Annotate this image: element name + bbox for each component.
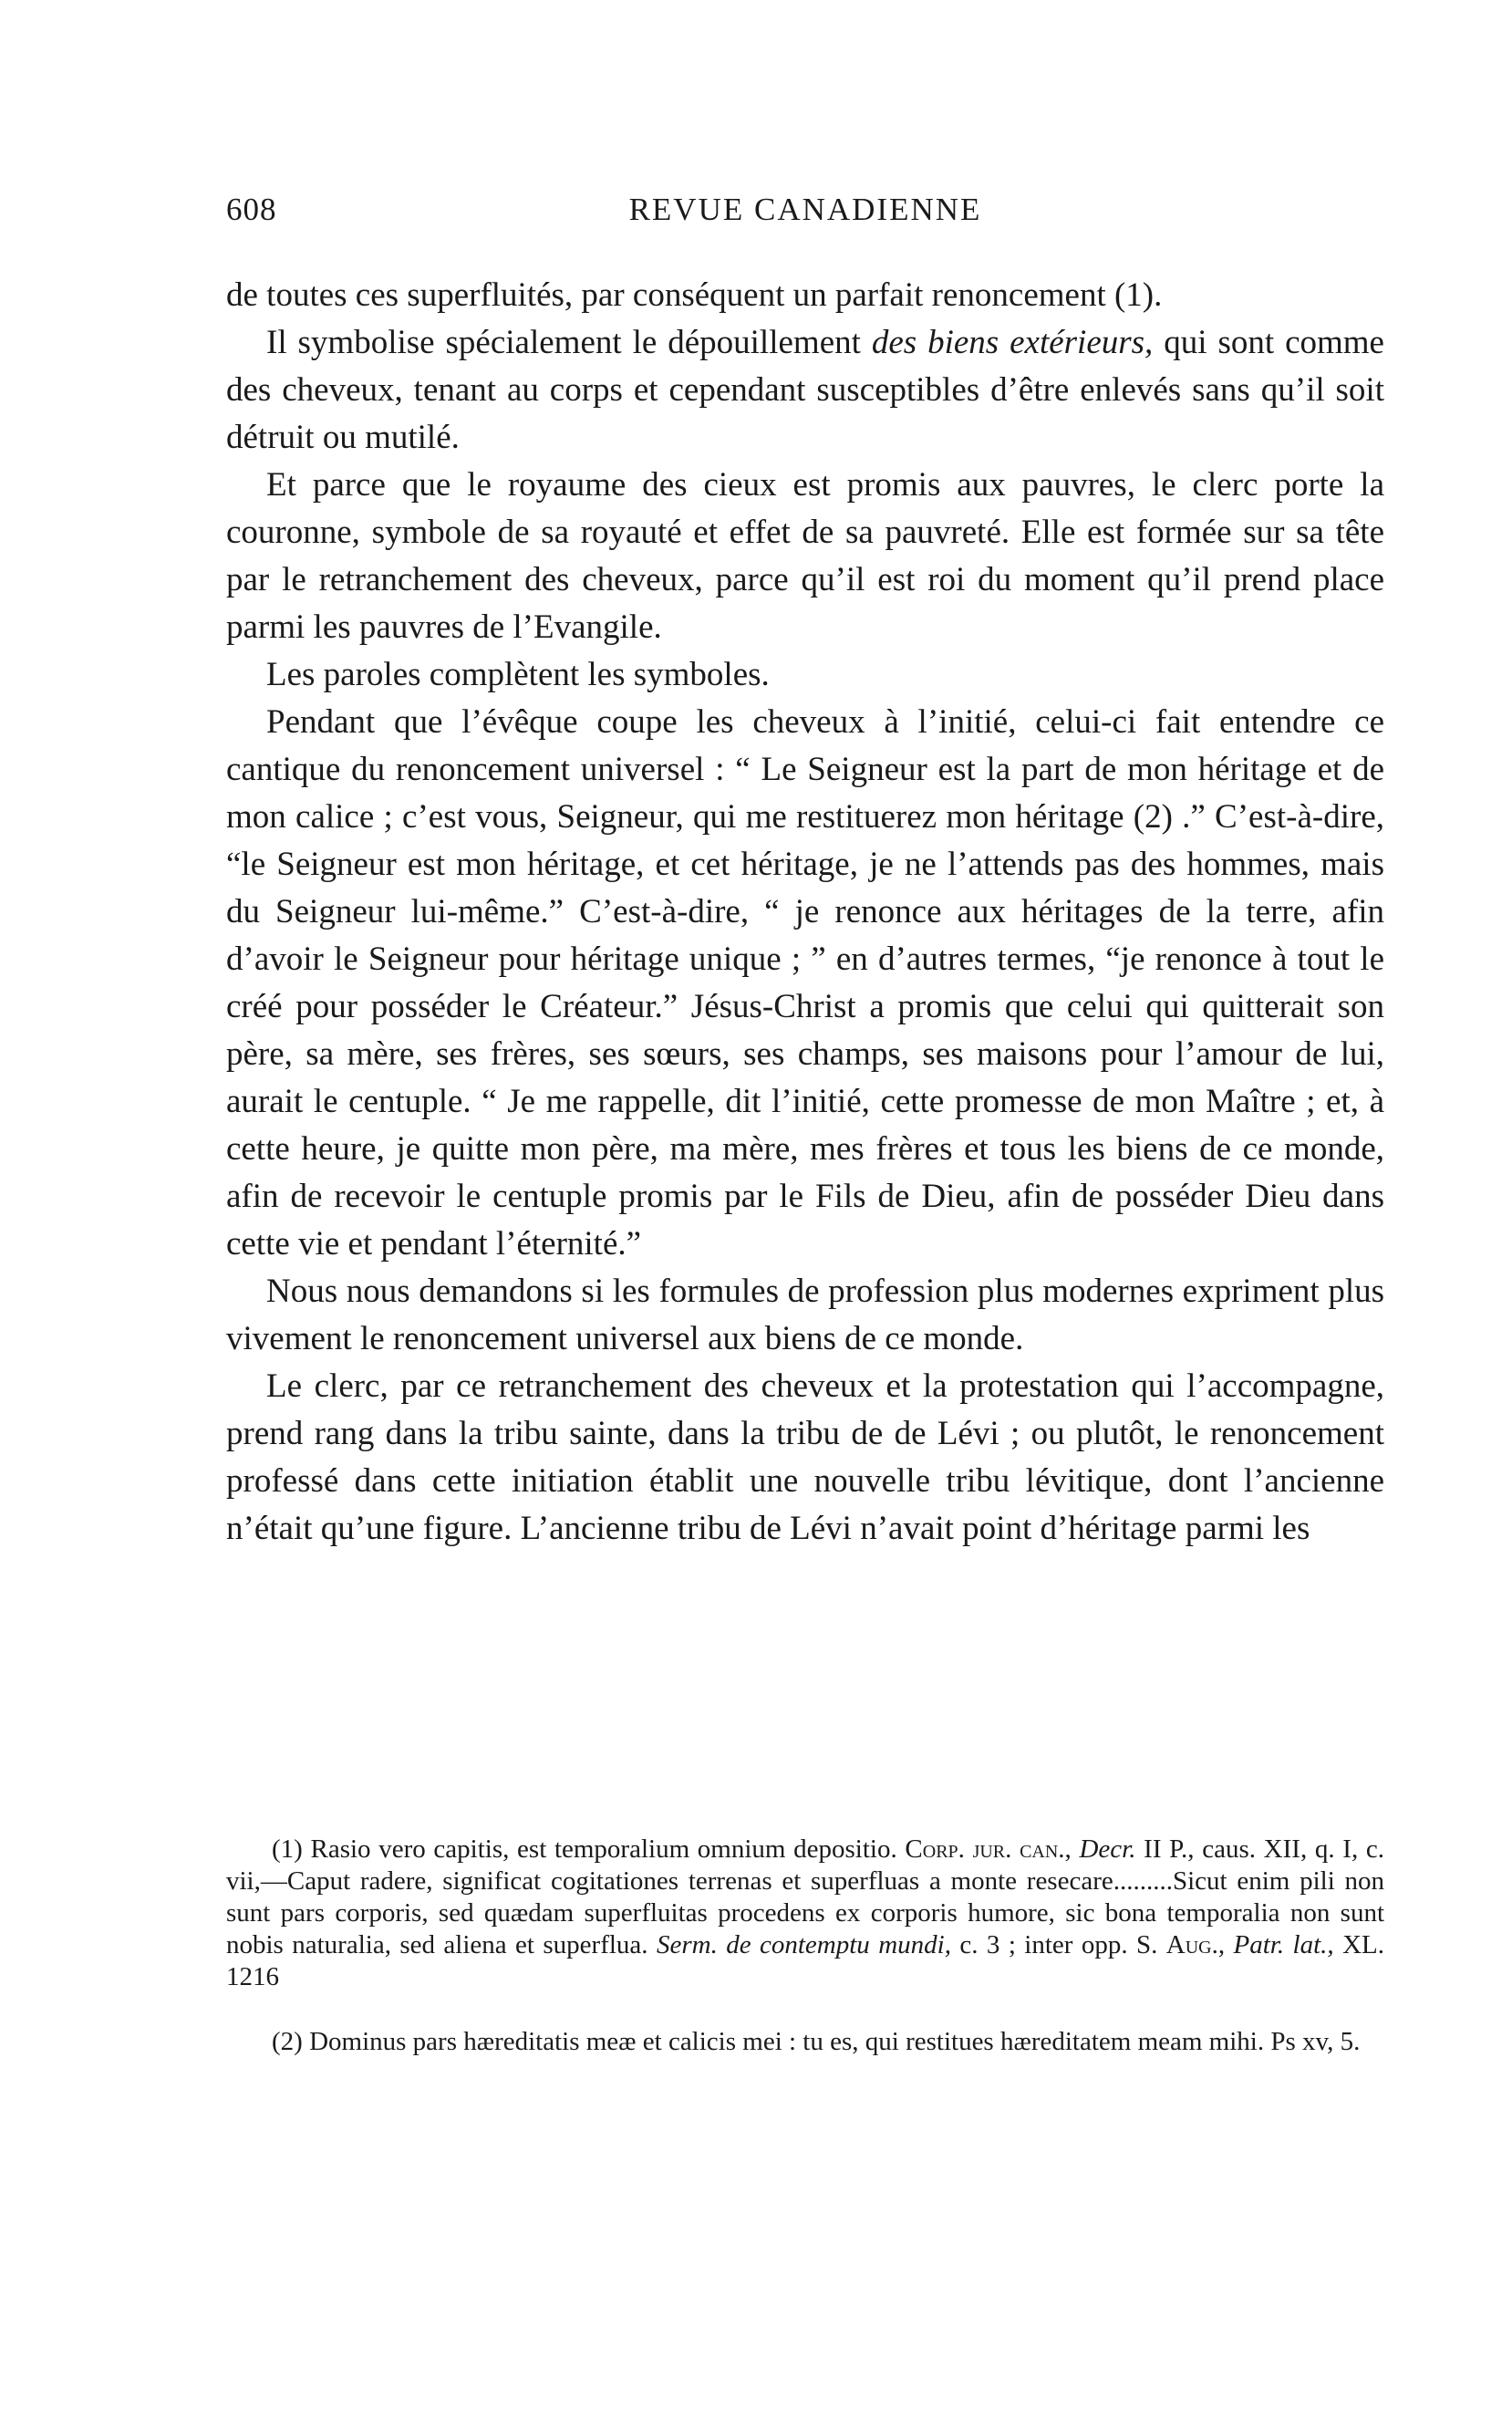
footnote-1-text-a: Rasio vero capitis, est temporalium omnium depositio. (302, 1834, 906, 1864)
paragraph-2-end: qui sont comme des cheveux, tenant au corps et cependant susceptibles d’être enlevés sans qu’il soit détruit ou mutilé. (226, 324, 1384, 456)
footnote-1 (226, 1834, 1384, 1993)
paragraph-2 (226, 319, 1384, 462)
footnote-1-text-b: II P., caus. XII, q. I, c. vii,—Caput radere, significat cogitationes terrenas et superfluas a monte resecare.........Sicut enim pili non sunt pars corporis, sed quædam superfluitas procedens ex corporis humore, sic bona temporalia non sunt nobis naturalia, sed aliena et superflua. (226, 1834, 1384, 1959)
footnote-2 (226, 2026, 1384, 2058)
footnote-1-text-d: XL. 1216 (226, 1930, 1384, 1991)
footnote-1-decr: Decr. (1071, 1834, 1136, 1864)
paragraph-6: Nous nous demandons si les formules de profession plus modernes expriment plus vivement le renoncement universel aux biens de ce monde. (226, 1273, 1384, 1357)
paragraph-2-italic: des biens extérieurs, (871, 324, 1154, 361)
footnote-1-serm: Serm. de contemptu mundi, (656, 1930, 951, 1959)
page-number: 608 (226, 192, 277, 227)
journal-title: REVUE CANADIENNE (628, 192, 982, 227)
footnote-1-aug: Aug., (1165, 1930, 1226, 1959)
paragraph-3: Et parce que le royaume des cieux est promis aux pauvres, le clerc porte la couronne, symbole de sa royauté et effet de sa pauvreté. Elle est formée sur sa tête par le retranchement des cheveux, parce qu’il est roi du moment qu’il prend place parmi les pauvres de l’Evangile. (226, 466, 1384, 646)
footnote-1-text-c: c. 3 ; inter opp. S. (950, 1930, 1166, 1959)
footnote-2-text: Dominus pars hæreditatis meæ et calicis mei : tu es, qui restitues hæreditatem meam mihi. Ps xv, 5. (302, 2027, 1361, 2056)
page (226, 192, 1384, 1553)
paragraph-7: Le clerc, par ce retranchement des cheveux et la protestation qui l’accompagne, prend rang dans la tribu sainte, dans la tribu de de Lévi ; ou plutôt, le renoncement professé dans cette initiation établit une nouvelle tribu lévitique, dont l’ancienne n’était qu’une figure. L’ancienne tribu de Lévi n’avait point d’héritage parmi les (226, 1367, 1384, 1547)
footnote-1-label: (1) (272, 1834, 303, 1864)
footnote-1-corp: Corp. jur. can., (905, 1834, 1072, 1864)
paragraph-4: Les paroles complètent les symboles. (266, 656, 770, 693)
running-head (226, 192, 1384, 246)
footnotes (226, 1834, 1384, 2058)
footnote-1-patr: Patr. lat., (1225, 1930, 1334, 1959)
footnote-2-label: (2) (272, 2027, 303, 2056)
paragraph-5: Pendant que l’évêque coupe les cheveux à l’initié, celui-ci fait entendre ce cantique du renoncement universel : “ Le Seigneur est la part de mon héritage et de mon calice ; c’est vous, Seigneur, qui me restituerez mon héritage (2) .” C’est-à-dire, “le Seigneur est mon héritage, et cet héritage, je ne l’attends pas des hommes, mais du Seigneur lui-même.” C’est-à-dire, “ je renonce aux héritages de la terre, afin d’avoir le Seigneur pour héritage unique ; ” en d’autres termes, “je renonce à tout le créé pour posséder le Créateur.” Jésus-Christ a promis que celui qui quitterait son père, sa mère, ses frères, ses sœurs, ses champs, ses maisons pour l’amour de lui, aurait le centuple. “ Je me rappelle, dit l’initié, cette promesse de mon Maître ; et, à cette heure, je quitte mon père, ma mère, mes frères et tous les biens de ce monde, afin de recevoir le centuple promis par le Fils de Dieu, afin de posséder Dieu dans cette vie et pendant l’éternité.” (226, 703, 1384, 1263)
paragraph-2-start: Il symbolise spécialement le dépouillement (266, 324, 872, 361)
paragraph-1: de toutes ces superfluités, par conséquent un parfait renoncement (1). (226, 276, 1163, 314)
body-text (226, 272, 1384, 1553)
